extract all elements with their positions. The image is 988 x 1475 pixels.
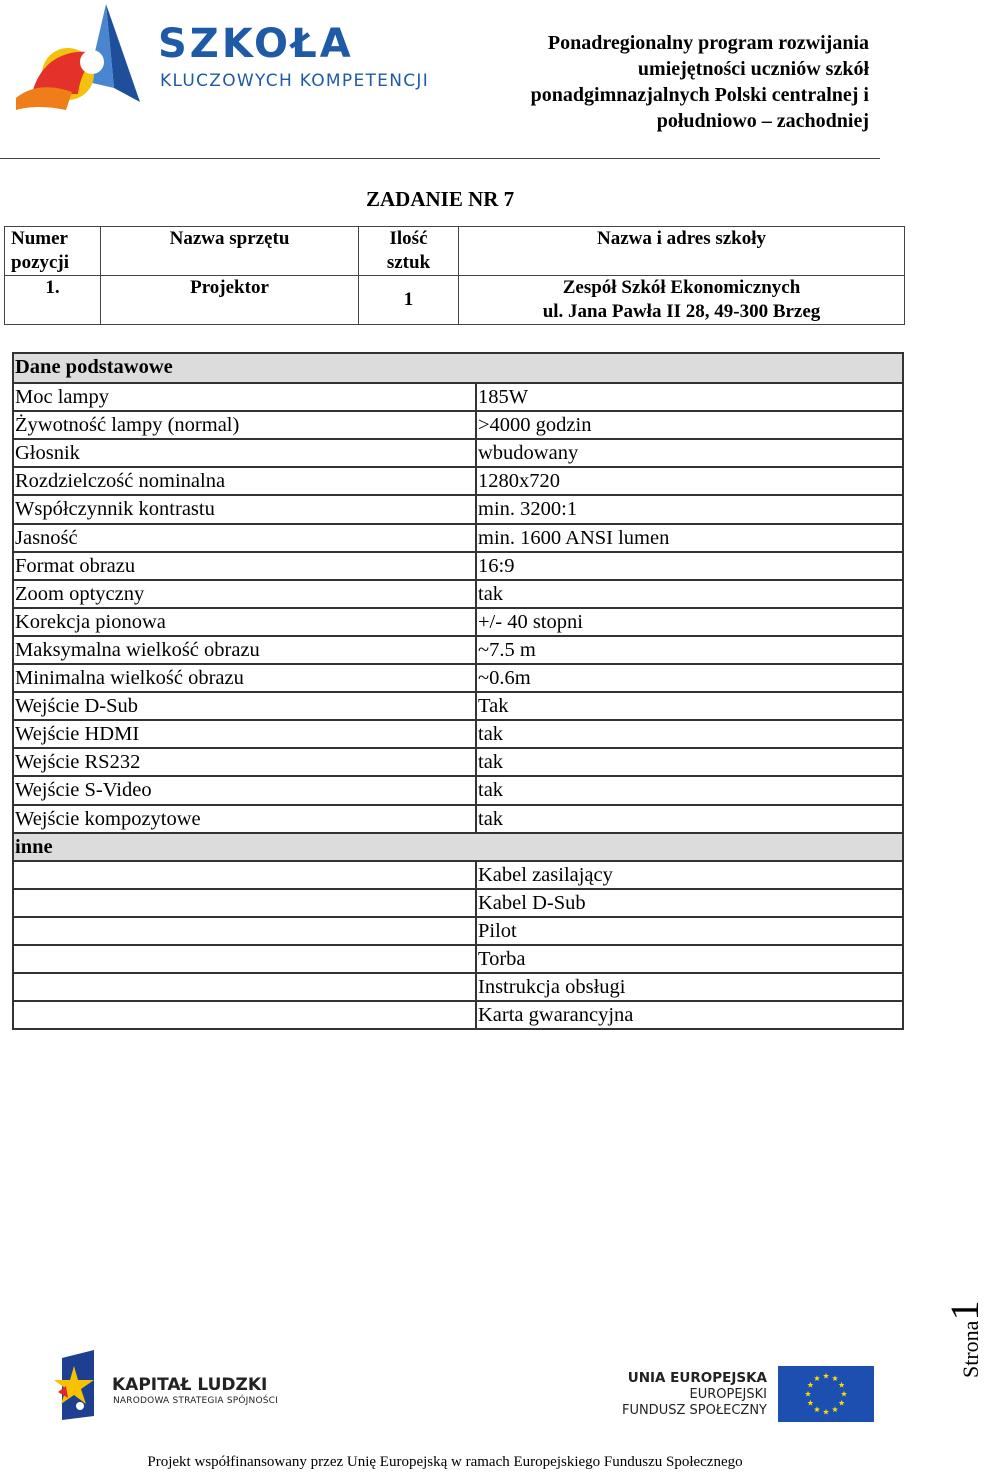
logo-subtitle: KLUCZOWYCH KOMPETENCJI <box>160 71 430 91</box>
school-name: Zespół Szkół Ekonomicznych <box>562 277 801 298</box>
accessory-row <box>14 860 902 888</box>
eu-line: EUROPEJSKI <box>689 1387 767 1402</box>
spec-label: Maksymalna wielkość obrazu <box>15 638 260 661</box>
accessory-row <box>14 916 902 944</box>
section-other-label: inne <box>15 835 53 858</box>
spec-value: 16:9 <box>478 554 515 577</box>
header-quantity-line: Ilość <box>389 228 428 249</box>
spec-value: min. 1600 ANSI lumen <box>478 526 670 549</box>
accessory-row <box>14 972 902 1000</box>
header-position-line: Numer <box>11 228 68 249</box>
program-line: umiejętności uczniów szkół <box>637 58 869 80</box>
spec-value: ~0.6m <box>478 667 531 690</box>
spec-row <box>14 438 902 466</box>
cell-equipment: Projektor <box>101 276 359 325</box>
program-line: ponadgimnazjalnych Polski centralnej i <box>530 84 869 106</box>
header-divider <box>0 158 880 159</box>
cell-quantity: 1 <box>359 276 459 325</box>
cell-school <box>459 276 905 325</box>
spec-label: Korekcja pionowa <box>15 610 166 633</box>
spec-label: Wejście RS232 <box>15 751 141 774</box>
spec-value: wbudowany <box>478 442 579 465</box>
spec-row <box>14 523 902 551</box>
school-address: ul. Jana Pawła II 28, 49-300 Brzeg <box>542 301 821 322</box>
kapital-ludzki-logo-icon <box>52 1350 102 1420</box>
accessory-item: Torba <box>478 947 526 970</box>
spec-value: 185W <box>478 386 529 409</box>
page-label: Strona <box>958 1320 983 1378</box>
page-number <box>905 1290 987 1380</box>
spec-value: tak <box>478 807 504 830</box>
page-number-value: 1 <box>942 1300 987 1321</box>
spec-row <box>14 663 902 691</box>
cell-position: 1. <box>5 276 101 325</box>
program-title <box>439 30 869 134</box>
spec-row <box>14 747 902 775</box>
spec-label: Wejście HDMI <box>15 723 140 746</box>
accessory-item: Pilot <box>478 919 517 942</box>
accessory-row <box>14 888 902 916</box>
logo-title: SZKOŁA <box>158 21 354 67</box>
footer-note: Projekt współfinansowany przez Unię Europejską w ramach Europejskiego Funduszu Społecznego <box>147 1454 743 1470</box>
section-other <box>14 832 902 860</box>
header-quantity <box>359 227 459 276</box>
header-quantity-line: sztuk <box>386 252 431 273</box>
spec-row <box>14 804 902 832</box>
page-number-text <box>941 1301 988 1378</box>
eu-text <box>622 1370 767 1419</box>
spec-label: Głosnik <box>15 442 80 465</box>
spec-value: +/- 40 stopni <box>478 610 583 633</box>
spec-row <box>14 691 902 719</box>
spec-label: Rozdzielczość nominalna <box>15 470 226 493</box>
header-school: Nazwa i adres szkoły <box>459 227 905 276</box>
spec-row <box>14 579 902 607</box>
spec-label: Wejście D-Sub <box>15 695 139 718</box>
spec-value: tak <box>478 751 504 774</box>
spec-label: Żywotność lampy (normal) <box>15 414 240 437</box>
spec-table <box>12 352 904 1030</box>
eu-flag-icon <box>778 1366 874 1422</box>
spec-label: Moc lampy <box>15 386 109 409</box>
spec-row <box>14 719 902 747</box>
task-title: ZADANIE NR 7 <box>366 187 515 211</box>
spec-value: Tak <box>478 695 509 718</box>
program-line: Ponadregionalny program rozwijania <box>547 32 869 54</box>
spec-label: Wejście S-Video <box>15 779 152 802</box>
spec-row <box>14 607 902 635</box>
eu-line: FUNDUSZ SPOŁECZNY <box>621 1403 767 1418</box>
spec-label: Współczynnik kontrastu <box>15 498 215 521</box>
header-position-line: pozycji <box>11 252 70 273</box>
spec-value: min. 3200:1 <box>478 498 578 521</box>
spec-row <box>14 775 902 803</box>
accessory-row <box>14 944 902 972</box>
spec-value: >4000 godzin <box>478 414 592 437</box>
spec-row <box>14 382 902 410</box>
spec-row <box>14 551 902 579</box>
spec-value: tak <box>478 779 504 802</box>
kl-title: KAPITAŁ LUDZKI <box>112 1375 268 1395</box>
section-basic <box>14 354 902 382</box>
accessory-row <box>14 1000 902 1028</box>
spec-label: Zoom optyczny <box>15 582 145 605</box>
accessory-item: Kabel zasilający <box>478 863 613 886</box>
spec-value: tak <box>478 582 504 605</box>
order-table-row <box>5 276 905 325</box>
spec-value: tak <box>478 723 504 746</box>
spec-label: Jasność <box>15 526 78 549</box>
spec-row <box>14 494 902 522</box>
szkola-logo-icon <box>10 2 142 114</box>
eu-line: UNIA EUROPEJSKA <box>627 1370 767 1386</box>
section-basic-label: Dane podstawowe <box>15 356 173 378</box>
spec-row <box>14 410 902 438</box>
header-position <box>5 227 101 276</box>
header-equipment: Nazwa sprzętu <box>101 227 359 276</box>
accessory-item: Karta gwarancyjna <box>478 1004 634 1027</box>
spec-value: 1280x720 <box>478 470 560 493</box>
spec-label: Wejście kompozytowe <box>15 807 201 830</box>
spec-value: ~7.5 m <box>478 638 536 661</box>
spec-label: Format obrazu <box>15 554 136 577</box>
spec-label: Minimalna wielkość obrazu <box>15 667 244 690</box>
accessory-item: Instrukcja obsługi <box>478 976 626 999</box>
kl-subtitle: NARODOWA STRATEGIA SPÓJNOŚCI <box>113 1396 278 1406</box>
order-table-header <box>5 227 905 276</box>
program-line: południowo – zachodniej <box>656 110 869 132</box>
order-table <box>4 226 905 325</box>
spec-row <box>14 635 902 663</box>
spec-row <box>14 466 902 494</box>
accessory-item: Kabel D-Sub <box>478 891 586 914</box>
